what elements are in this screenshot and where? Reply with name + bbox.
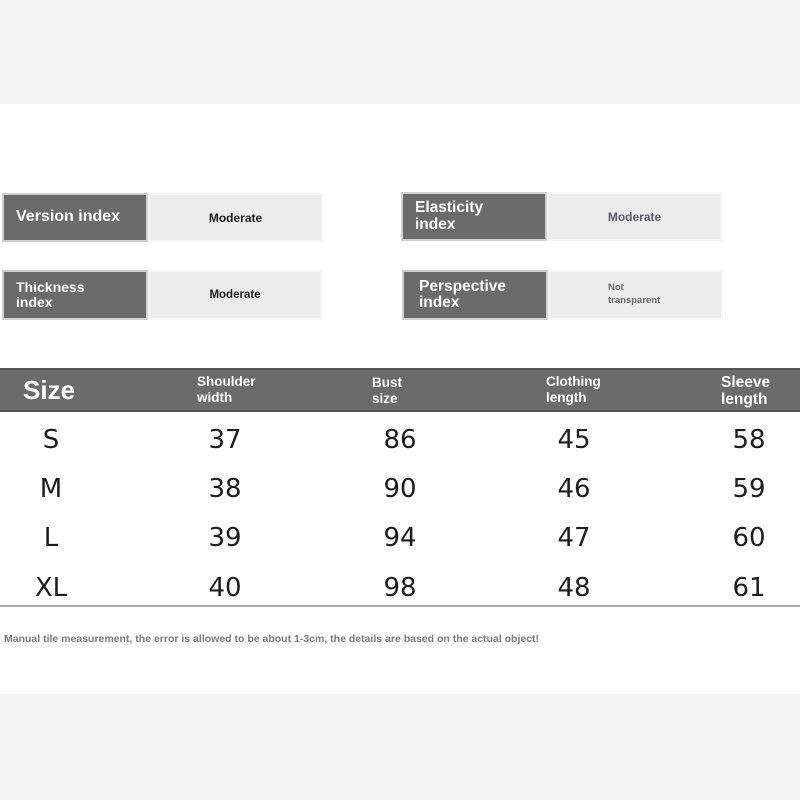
header-sleeve-length: Sleeve length (721, 374, 771, 409)
cell-sleeve-length: 61 (732, 573, 766, 603)
cell-bust-size: 90 (383, 474, 417, 504)
elasticity-index-label: Elasticity index (401, 192, 547, 241)
cell-sleeve-length: 58 (732, 425, 766, 455)
header-size: Size (23, 375, 76, 405)
cell-clothing-length: 45 (557, 425, 591, 455)
perspective-index-label: Perspective index (402, 270, 548, 320)
cell-clothing-length: 48 (557, 573, 591, 603)
cell-size: S (42, 425, 60, 455)
cell-clothing-length: 46 (557, 474, 591, 504)
cell-sleeve-length: 59 (732, 474, 766, 504)
version-index-label: Version index (2, 193, 148, 242)
cell-size: M (39, 474, 63, 504)
cell-bust-size: 86 (383, 425, 417, 455)
header-clothing-length: Clothing length (546, 374, 601, 405)
cell-size: XL (34, 573, 68, 603)
cell-bust-size: 94 (383, 523, 417, 553)
header-bust-size: Bust size (372, 375, 402, 406)
measurement-note: Manual tile measurement, the error is allowed to be about 1-3cm, the details are based on the actual object! (4, 633, 540, 645)
cell-clothing-length: 47 (557, 523, 591, 553)
table-bottom-border (0, 605, 800, 607)
cell-shoulder-width: 38 (208, 474, 242, 504)
perspective-index-value: Not transparent (548, 270, 723, 320)
cell-shoulder-width: 37 (208, 425, 242, 455)
thickness-index-label: Thickness index (2, 270, 148, 320)
cell-shoulder-width: 39 (208, 523, 242, 553)
header-shoulder-width: Shoulder width (197, 374, 256, 405)
elasticity-index-value: Moderate (547, 192, 722, 241)
cell-shoulder-width: 40 (208, 573, 242, 603)
cell-sleeve-length: 60 (732, 523, 766, 553)
cell-bust-size: 98 (383, 573, 417, 603)
cell-size: L (43, 523, 59, 553)
thickness-index-value: Moderate (148, 270, 322, 320)
version-index-value: Moderate (148, 193, 323, 242)
